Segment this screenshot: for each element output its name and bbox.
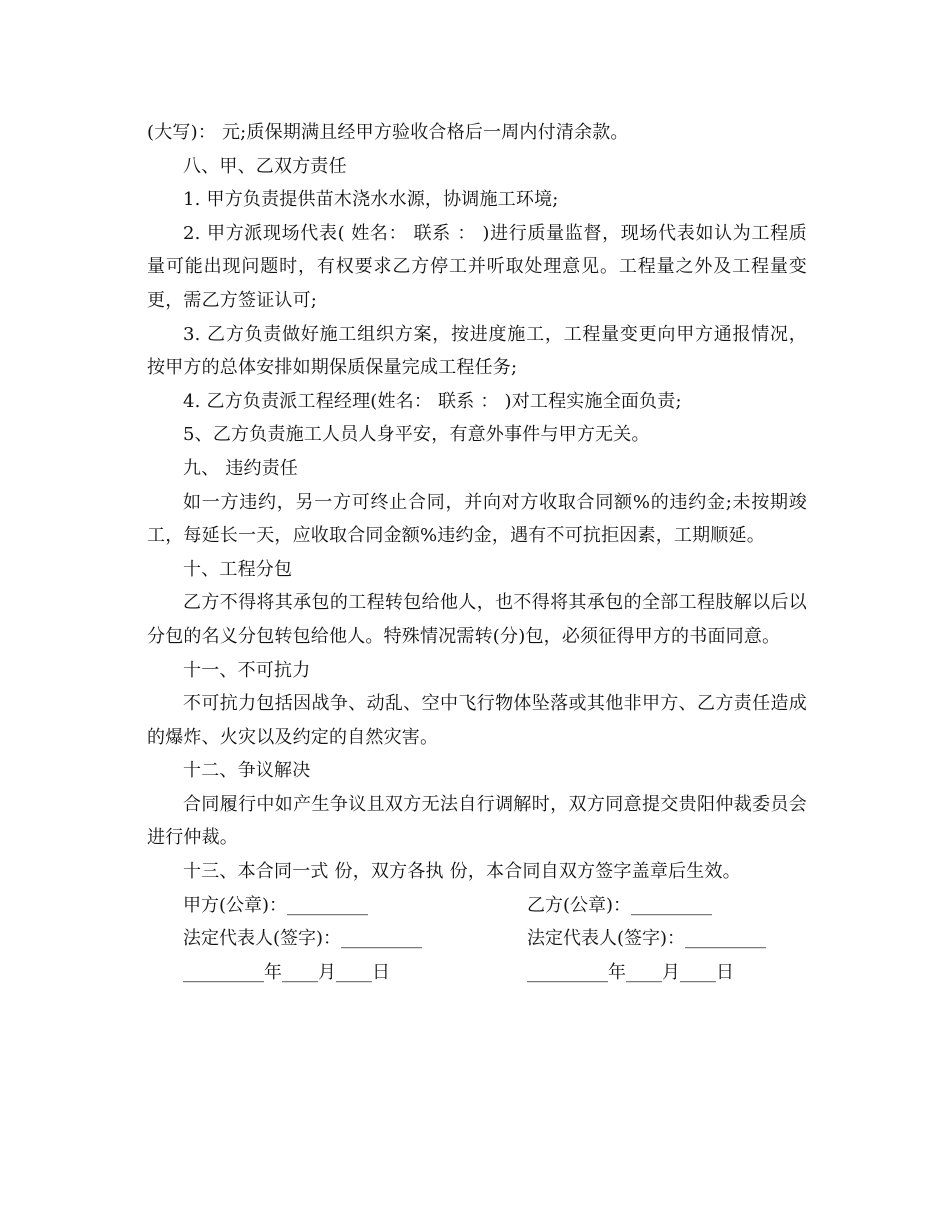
section-10-text: 乙方不得将其承包的工程转包给他人，也不得将其承包的全部工程肢解以后以分包的名义分包转包给他人。特殊情况需转(分)包，必须征得甲方的书面同意。 bbox=[147, 592, 807, 647]
section-10-heading: 十、工程分包 bbox=[183, 558, 293, 580]
section-8-item-1: 1. 甲方负责提供苗木浇水水源，协调施工环境; bbox=[183, 189, 559, 211]
party-b-seal-line: 乙方(公章)：_________ bbox=[527, 894, 713, 916]
section-11-text: 不可抗力包括因战争、动乱、空中飞行物体坠落或其他非甲方、乙方责任造成的爆炸、火灾以及约定的自然灾害。 bbox=[147, 693, 807, 748]
section-8-item-5: 5、乙方负责施工人员人身平安，有意外事件与甲方无关。 bbox=[183, 424, 650, 446]
party-a-seal-line: 甲方(公章)：_________ bbox=[183, 894, 369, 916]
party-a-representative-line: 法定代表人(签字)：_________ bbox=[183, 928, 423, 950]
section-8-item-3: 3. 乙方负责做好施工组织方案，按进度施工，工程量变更向甲方通报情况，按甲方的总体安排如期保质保量完成工程任务; bbox=[147, 323, 807, 379]
party-a-date-line: _________年____月____日 bbox=[183, 961, 390, 983]
section-9-text: 如一方违约，另一方可终止合同，并向对方收取合同额%的违约金;未按期竣工，每延长一天，应收取合同金额%违约金，遇有不可抗拒因素，工期顺延。 bbox=[147, 491, 807, 547]
party-b-representative-line: 法定代表人(签字)：_________ bbox=[527, 928, 767, 950]
section-13-heading: 十三、本合同一式 份，双方各执 份，本合同自双方签字盖章后生效。 bbox=[183, 861, 741, 883]
signature-row-date bbox=[147, 956, 807, 990]
section-11-heading: 十一、不可抗力 bbox=[183, 659, 311, 681]
section-9-heading: 九、 违约责任 bbox=[183, 457, 299, 479]
document-body bbox=[147, 116, 807, 989]
section-8-item-2: 2. 甲方派现场代表( 姓名： 联系 ： )进行质量监督，现场代表如认为工程质量可能出现问题时，有权要求乙方停工并听取处理意见。工程量之外及工程量变更，需乙方签证认可; bbox=[147, 222, 807, 311]
section-8-heading: 八、甲、乙双方责任 bbox=[183, 155, 347, 177]
signature-row-seal bbox=[147, 889, 807, 923]
signature-row-representative bbox=[147, 922, 807, 956]
section-12-text: 合同履行中如产生争议且双方无法自行调解时，双方同意提交贵阳仲裁委员会进行仲裁。 bbox=[147, 793, 807, 849]
section-12-heading: 十二、争议解决 bbox=[183, 760, 311, 782]
section-8-item-4: 4. 乙方负责派工程经理(姓名： 联系 ： )对工程实施全面负责; bbox=[183, 390, 682, 412]
party-b-date-line: _________年____月____日 bbox=[527, 961, 734, 983]
payment-clause-continuation: (大写)： 元;质保期满且经甲方验收合格后一周内付清余款。 bbox=[147, 122, 629, 143]
